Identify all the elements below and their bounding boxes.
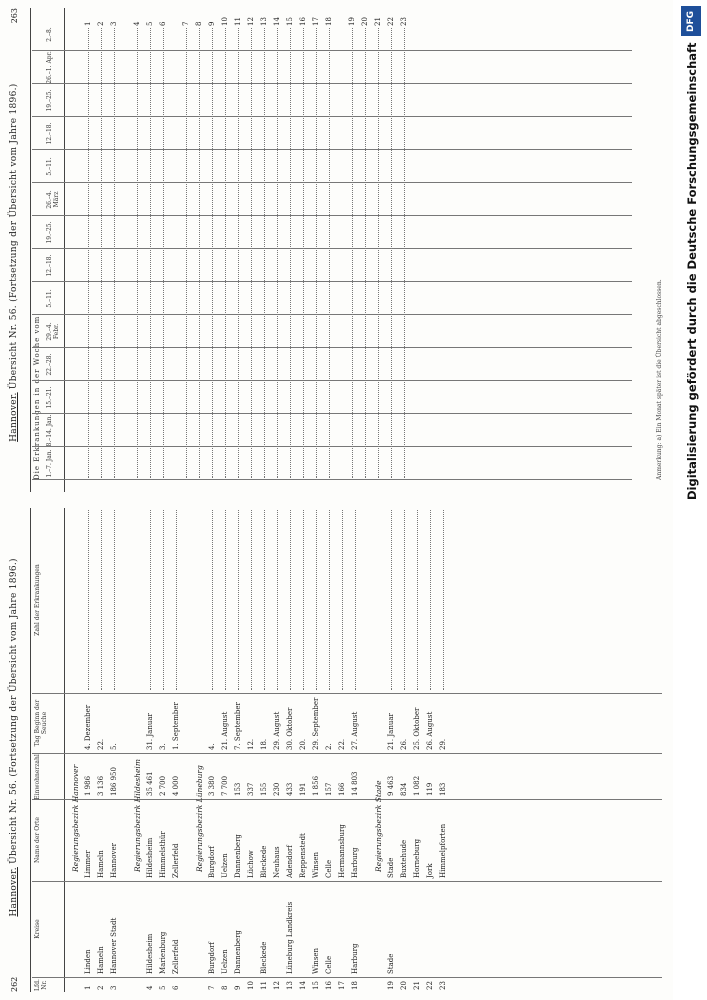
right-page-title xyxy=(9,33,19,492)
population-cell: 183 xyxy=(439,782,447,796)
region-heading xyxy=(373,508,384,992)
date-cell: 22. xyxy=(338,738,346,750)
row-number: 13 xyxy=(286,981,294,990)
count-dot-leader xyxy=(329,28,330,478)
table-row xyxy=(324,508,335,992)
kreis-cell: Marienburg xyxy=(159,931,167,974)
region-label: Regierungsbezirk Hildesheim xyxy=(133,759,142,872)
week-column-head: 2.–8. xyxy=(46,27,53,42)
row-number: 3 xyxy=(110,985,118,990)
table-row xyxy=(109,508,120,992)
ort-cell: Hermannsburg xyxy=(338,824,346,878)
count-dot-leader xyxy=(404,510,405,690)
count-dot-leader xyxy=(163,510,164,690)
row-number: 16 xyxy=(299,17,307,26)
table-row xyxy=(337,508,348,992)
row-number: 11 xyxy=(234,17,242,26)
count-dot-leader xyxy=(238,510,239,690)
ort-cell: Reppenstedt xyxy=(299,833,307,878)
count-dot-leader xyxy=(378,28,379,478)
kreis-cell: Linden xyxy=(84,949,92,974)
ort-cell: Harburg xyxy=(351,847,359,878)
row-number: 21 xyxy=(413,981,421,990)
row-number: 1 xyxy=(84,21,92,26)
count-dot-leader xyxy=(212,510,213,690)
count-dot-leader xyxy=(212,28,213,478)
date-cell: 4. xyxy=(208,743,216,750)
row-number: 8 xyxy=(221,985,229,990)
date-cell: 29. August xyxy=(273,711,281,750)
table-row xyxy=(272,8,283,492)
kreis-cell: Uelzen xyxy=(221,949,229,974)
date-cell: 3. xyxy=(159,743,167,750)
right-page xyxy=(0,0,673,500)
row-number: 12 xyxy=(273,981,281,990)
region-heading xyxy=(132,508,143,992)
table-row xyxy=(272,508,283,992)
row-number: 23 xyxy=(439,981,447,990)
table-row xyxy=(109,8,120,492)
date-cell: 26. xyxy=(400,738,408,750)
population-cell: 337 xyxy=(247,782,255,796)
population-cell: 3 380 xyxy=(208,775,216,796)
week-column-head: 5.–11. xyxy=(46,289,53,308)
kreis-cell: Hameln xyxy=(97,946,105,974)
date-cell: 29. September xyxy=(312,697,320,750)
table-row xyxy=(285,508,296,992)
row-number: 7 xyxy=(208,985,216,990)
date-cell: 25. Oktober xyxy=(413,707,421,750)
row-number: 5 xyxy=(159,985,167,990)
right-page-title-text: Übersicht Nr. 56. (Fortsetzung der Übersicht vom Jahre 1896.) xyxy=(9,83,19,390)
date-cell: 1. September xyxy=(172,702,180,750)
ort-cell: Himmelsthür xyxy=(159,831,167,878)
count-dot-leader xyxy=(290,28,291,478)
week-column-head: 8.–14. Jan. xyxy=(46,414,53,447)
right-footnote: Anmerkung: a) Ein Monat später ist die Übersicht abgeschlossen. xyxy=(656,279,663,480)
row-number: 6 xyxy=(159,21,167,26)
row-number: 9 xyxy=(234,985,242,990)
header-rule xyxy=(30,508,31,992)
population-cell: 2 700 xyxy=(159,775,167,796)
date-cell: 21. August xyxy=(221,711,229,750)
column-head-rule xyxy=(64,508,65,992)
table-row xyxy=(145,8,156,492)
count-dot-leader xyxy=(251,510,252,690)
count-dot-leader xyxy=(430,510,431,690)
population-cell: 1 986 xyxy=(84,775,92,796)
ort-cell: Limmer xyxy=(84,850,92,878)
region-heading xyxy=(194,508,205,992)
count-dot-leader xyxy=(88,510,89,690)
table-row xyxy=(246,508,257,992)
right-page-title-prefix: Hannover. xyxy=(9,392,19,442)
region-label: Regierungsbezirk Stade xyxy=(374,780,383,872)
table-row xyxy=(246,8,257,492)
table-row xyxy=(399,8,410,492)
left-page-header xyxy=(6,508,22,992)
count-dot-leader xyxy=(150,510,151,690)
col-head-ort: Name der Orte xyxy=(34,817,41,863)
col-head-counts: Zahl der Erkrankungen xyxy=(34,564,41,636)
ort-cell: Celle xyxy=(325,859,333,878)
ort-cell: Buxtehude xyxy=(400,839,408,878)
ort-cell: Hameln xyxy=(97,850,105,878)
count-dot-leader xyxy=(264,28,265,478)
count-dot-leader xyxy=(277,28,278,478)
ort-cell: Hildesheim xyxy=(146,837,154,878)
row-number: 13 xyxy=(260,17,268,26)
row-number: 3 xyxy=(110,21,118,26)
table-row xyxy=(194,8,205,492)
row-number: 19 xyxy=(348,17,356,26)
count-dot-leader xyxy=(264,510,265,690)
population-cell: 14 803 xyxy=(351,771,359,796)
week-column-head: 12.–18. xyxy=(46,122,53,145)
row-number: 4 xyxy=(133,21,141,26)
region-label: Regierungsbezirk Hannover xyxy=(71,764,80,872)
table-row xyxy=(360,8,371,492)
row-number: 14 xyxy=(273,17,281,26)
row-number: 14 xyxy=(299,981,307,990)
left-page-number: 262 xyxy=(9,976,19,992)
date-cell: 29. xyxy=(439,738,447,750)
ort-cell: Adendorf xyxy=(286,845,294,878)
row-number: 2 xyxy=(97,985,105,990)
table-row xyxy=(285,8,296,492)
ort-cell: Jork xyxy=(426,863,434,878)
count-dot-leader xyxy=(404,28,405,478)
population-cell: 433 xyxy=(286,782,294,796)
population-cell: 186 950 xyxy=(110,767,118,796)
table-row xyxy=(83,8,94,492)
table-row xyxy=(207,8,218,492)
count-dot-leader xyxy=(101,510,102,690)
kreis-cell: Stade xyxy=(387,953,395,974)
count-dot-leader xyxy=(225,510,226,690)
table-row xyxy=(412,508,423,992)
table-row xyxy=(233,8,244,492)
table-row xyxy=(158,8,169,492)
date-cell: 18. xyxy=(260,738,268,750)
table-row xyxy=(207,508,218,992)
week-column-head: 5.–11. xyxy=(46,157,53,176)
row-number: 17 xyxy=(338,981,346,990)
table-row xyxy=(324,8,335,492)
row-number: 8 xyxy=(195,21,203,26)
table-row xyxy=(373,8,384,492)
row-number: 6 xyxy=(172,985,180,990)
ort-cell: Stade xyxy=(387,857,395,878)
count-dot-leader xyxy=(137,28,138,478)
count-dot-leader xyxy=(303,28,304,478)
date-cell: 4. Dezember xyxy=(84,704,92,750)
count-dot-leader xyxy=(176,510,177,690)
row-number: 17 xyxy=(312,17,320,26)
count-dot-leader xyxy=(391,510,392,690)
table-row xyxy=(425,508,436,992)
population-cell: 230 xyxy=(273,782,281,796)
date-cell: 7. September xyxy=(234,702,242,750)
date-cell: 5. xyxy=(110,743,118,750)
population-cell: 3 136 xyxy=(97,775,105,796)
date-cell: 31. Januar xyxy=(146,713,154,750)
population-cell: 155 xyxy=(260,782,268,796)
row-number: 4 xyxy=(146,985,154,990)
kreis-cell: Zellerfeld xyxy=(172,939,180,974)
population-cell: 35 461 xyxy=(146,771,154,796)
kreis-cell: Burgdorf xyxy=(208,941,216,974)
count-dot-leader xyxy=(290,510,291,690)
kreis-cell: Lüneburg Landkreis xyxy=(286,901,294,974)
population-cell: 157 xyxy=(325,782,333,796)
left-page xyxy=(0,500,673,1000)
count-dot-leader xyxy=(316,510,317,690)
date-cell: 21. Januar xyxy=(387,713,395,750)
left-page-title-text: Übersicht Nr. 56. (Fortsetzung der Übersicht vom Jahre 1896.) xyxy=(9,558,19,864)
row-number: 23 xyxy=(400,17,408,26)
row-number: 18 xyxy=(351,981,359,990)
table-row xyxy=(311,508,322,992)
ort-cell: Dannenberg xyxy=(234,834,242,878)
population-cell: 1 082 xyxy=(413,775,421,796)
date-cell: 20. xyxy=(299,738,307,750)
count-dot-leader xyxy=(365,28,366,478)
row-number: 15 xyxy=(286,17,294,26)
count-dot-leader xyxy=(251,28,252,478)
region-label: Regierungsbezirk Lüneburg xyxy=(195,765,204,872)
ort-cell: Bleckede xyxy=(260,845,268,878)
ort-cell: Lüchow xyxy=(247,850,255,878)
ort-cell: Horneburg xyxy=(413,838,421,878)
population-cell: 7 700 xyxy=(221,775,229,796)
header-rule xyxy=(30,8,31,492)
ort-cell: Himmelpforten xyxy=(439,823,447,878)
date-cell: 30. Oktober xyxy=(286,707,294,750)
row-number: 22 xyxy=(387,17,395,26)
week-column-head: 26.–4. März xyxy=(46,190,60,209)
table-row xyxy=(311,8,322,492)
count-dot-leader xyxy=(163,28,164,478)
row-number: 19 xyxy=(387,981,395,990)
count-dot-leader xyxy=(114,510,115,690)
left-page-title-prefix: Hannover. xyxy=(9,867,19,917)
row-number: 1 xyxy=(84,985,92,990)
table-row xyxy=(132,8,143,492)
population-cell: 119 xyxy=(426,782,434,796)
count-dot-leader xyxy=(238,28,239,478)
population-cell: 191 xyxy=(299,782,307,796)
ort-cell: Neuhaus xyxy=(273,846,281,878)
table-row xyxy=(96,8,107,492)
table-row xyxy=(259,8,270,492)
population-cell: 9 463 xyxy=(387,775,395,796)
count-dot-leader xyxy=(391,28,392,478)
population-cell: 1 856 xyxy=(312,775,320,796)
table-row xyxy=(438,508,449,992)
count-dot-leader xyxy=(199,28,200,478)
table-row xyxy=(233,508,244,992)
ort-cell: Burgdorf xyxy=(208,845,216,878)
row-number: 15 xyxy=(312,981,320,990)
count-dot-leader xyxy=(329,510,330,690)
row-number: 7 xyxy=(182,21,190,26)
kreis-cell: Winsen xyxy=(312,947,320,974)
ort-cell: Uelzen xyxy=(221,853,229,878)
table-row xyxy=(220,8,231,492)
right-page-header xyxy=(6,8,22,492)
row-number: 16 xyxy=(325,981,333,990)
ort-cell: Winsen xyxy=(312,851,320,878)
count-dot-leader xyxy=(355,510,356,690)
kreis-cell: Bleckede xyxy=(260,941,268,974)
row-number: 20 xyxy=(400,981,408,990)
kreis-cell: Hildesheim xyxy=(146,933,154,974)
table-row xyxy=(96,508,107,992)
row-number: 22 xyxy=(426,981,434,990)
count-dot-leader xyxy=(88,28,89,478)
kreis-cell: Dannenberg xyxy=(234,930,242,974)
row-number: 20 xyxy=(361,17,369,26)
table-row xyxy=(399,508,410,992)
col-head-pop: Einwohnerzahl xyxy=(34,754,41,800)
count-dot-leader xyxy=(342,510,343,690)
col-head-nr: Lfd. Nr. xyxy=(34,979,48,991)
table-row xyxy=(350,508,361,992)
col-head-date: Tag Beginn der Seuche xyxy=(34,699,48,747)
week-column-head: 26.–1. Apr. xyxy=(46,51,53,84)
row-number: 9 xyxy=(208,21,216,26)
table-row xyxy=(298,8,309,492)
table-row xyxy=(386,8,397,492)
row-number: 18 xyxy=(325,17,333,26)
row-number: 11 xyxy=(260,981,268,990)
table-row xyxy=(347,8,358,492)
right-page-number: 263 xyxy=(9,8,19,24)
count-dot-leader xyxy=(417,510,418,690)
region-heading xyxy=(70,508,81,992)
count-dot-leader xyxy=(303,510,304,690)
kreis-cell: Celle xyxy=(325,955,333,974)
col-head-kreis: Kreise xyxy=(34,919,41,939)
date-cell: 12. xyxy=(247,738,255,750)
date-cell: 22. xyxy=(97,738,105,750)
count-dot-leader xyxy=(186,28,187,478)
row-number: 10 xyxy=(221,17,229,26)
date-cell: 27. August xyxy=(351,711,359,750)
table-row xyxy=(259,508,270,992)
ort-cell: Hannover xyxy=(110,843,118,878)
week-column-head: 29.–4. Febr. xyxy=(46,322,60,341)
dfg-banner-text: Digitalisierung gefördert durch die Deutsche Forschungsgemeinschaft xyxy=(685,42,699,500)
table-row xyxy=(83,508,94,992)
count-dot-leader xyxy=(101,28,102,478)
week-column-head: 15.–21. xyxy=(46,386,53,409)
week-column-head: 1.–7. Jan. xyxy=(46,449,53,478)
week-column-head: 19.–25. xyxy=(46,221,53,244)
table-row xyxy=(298,508,309,992)
date-cell: 2. xyxy=(325,743,333,750)
dfg-logo: DFG xyxy=(681,6,701,36)
right-subtitle: Die Erkrankungen in der Woche vom xyxy=(33,315,41,480)
table-row xyxy=(158,508,169,992)
population-cell: 834 xyxy=(400,782,408,796)
dfg-banner xyxy=(673,0,707,1000)
kreis-cell: Harburg xyxy=(351,943,359,974)
column-head-rule xyxy=(64,8,65,492)
left-page-title xyxy=(9,508,19,967)
count-dot-leader xyxy=(443,510,444,690)
row-number: 2 xyxy=(97,21,105,26)
population-cell: 153 xyxy=(234,782,242,796)
table-row xyxy=(181,8,192,492)
row-number: 12 xyxy=(247,17,255,26)
week-column-head: 19.–25. xyxy=(46,89,53,112)
row-number: 10 xyxy=(247,981,255,990)
table-row xyxy=(145,508,156,992)
week-column-head: 12.–18. xyxy=(46,254,53,277)
count-dot-leader xyxy=(114,28,115,478)
count-dot-leader xyxy=(316,28,317,478)
date-cell: 26. August xyxy=(426,711,434,750)
population-cell: 4 000 xyxy=(172,775,180,796)
ort-cell: Zellerfeld xyxy=(172,843,180,878)
count-dot-leader xyxy=(352,28,353,478)
row-number: 21 xyxy=(374,17,382,26)
population-cell: 166 xyxy=(338,782,346,796)
count-dot-leader xyxy=(225,28,226,478)
count-dot-leader xyxy=(150,28,151,478)
row-number: 5 xyxy=(146,21,154,26)
week-column-head: 22.–28. xyxy=(46,353,53,376)
table-row xyxy=(171,508,182,992)
kreis-cell: Hannover Stadt xyxy=(110,917,118,974)
table-row xyxy=(386,508,397,992)
count-dot-leader xyxy=(277,510,278,690)
table-row xyxy=(220,508,231,992)
